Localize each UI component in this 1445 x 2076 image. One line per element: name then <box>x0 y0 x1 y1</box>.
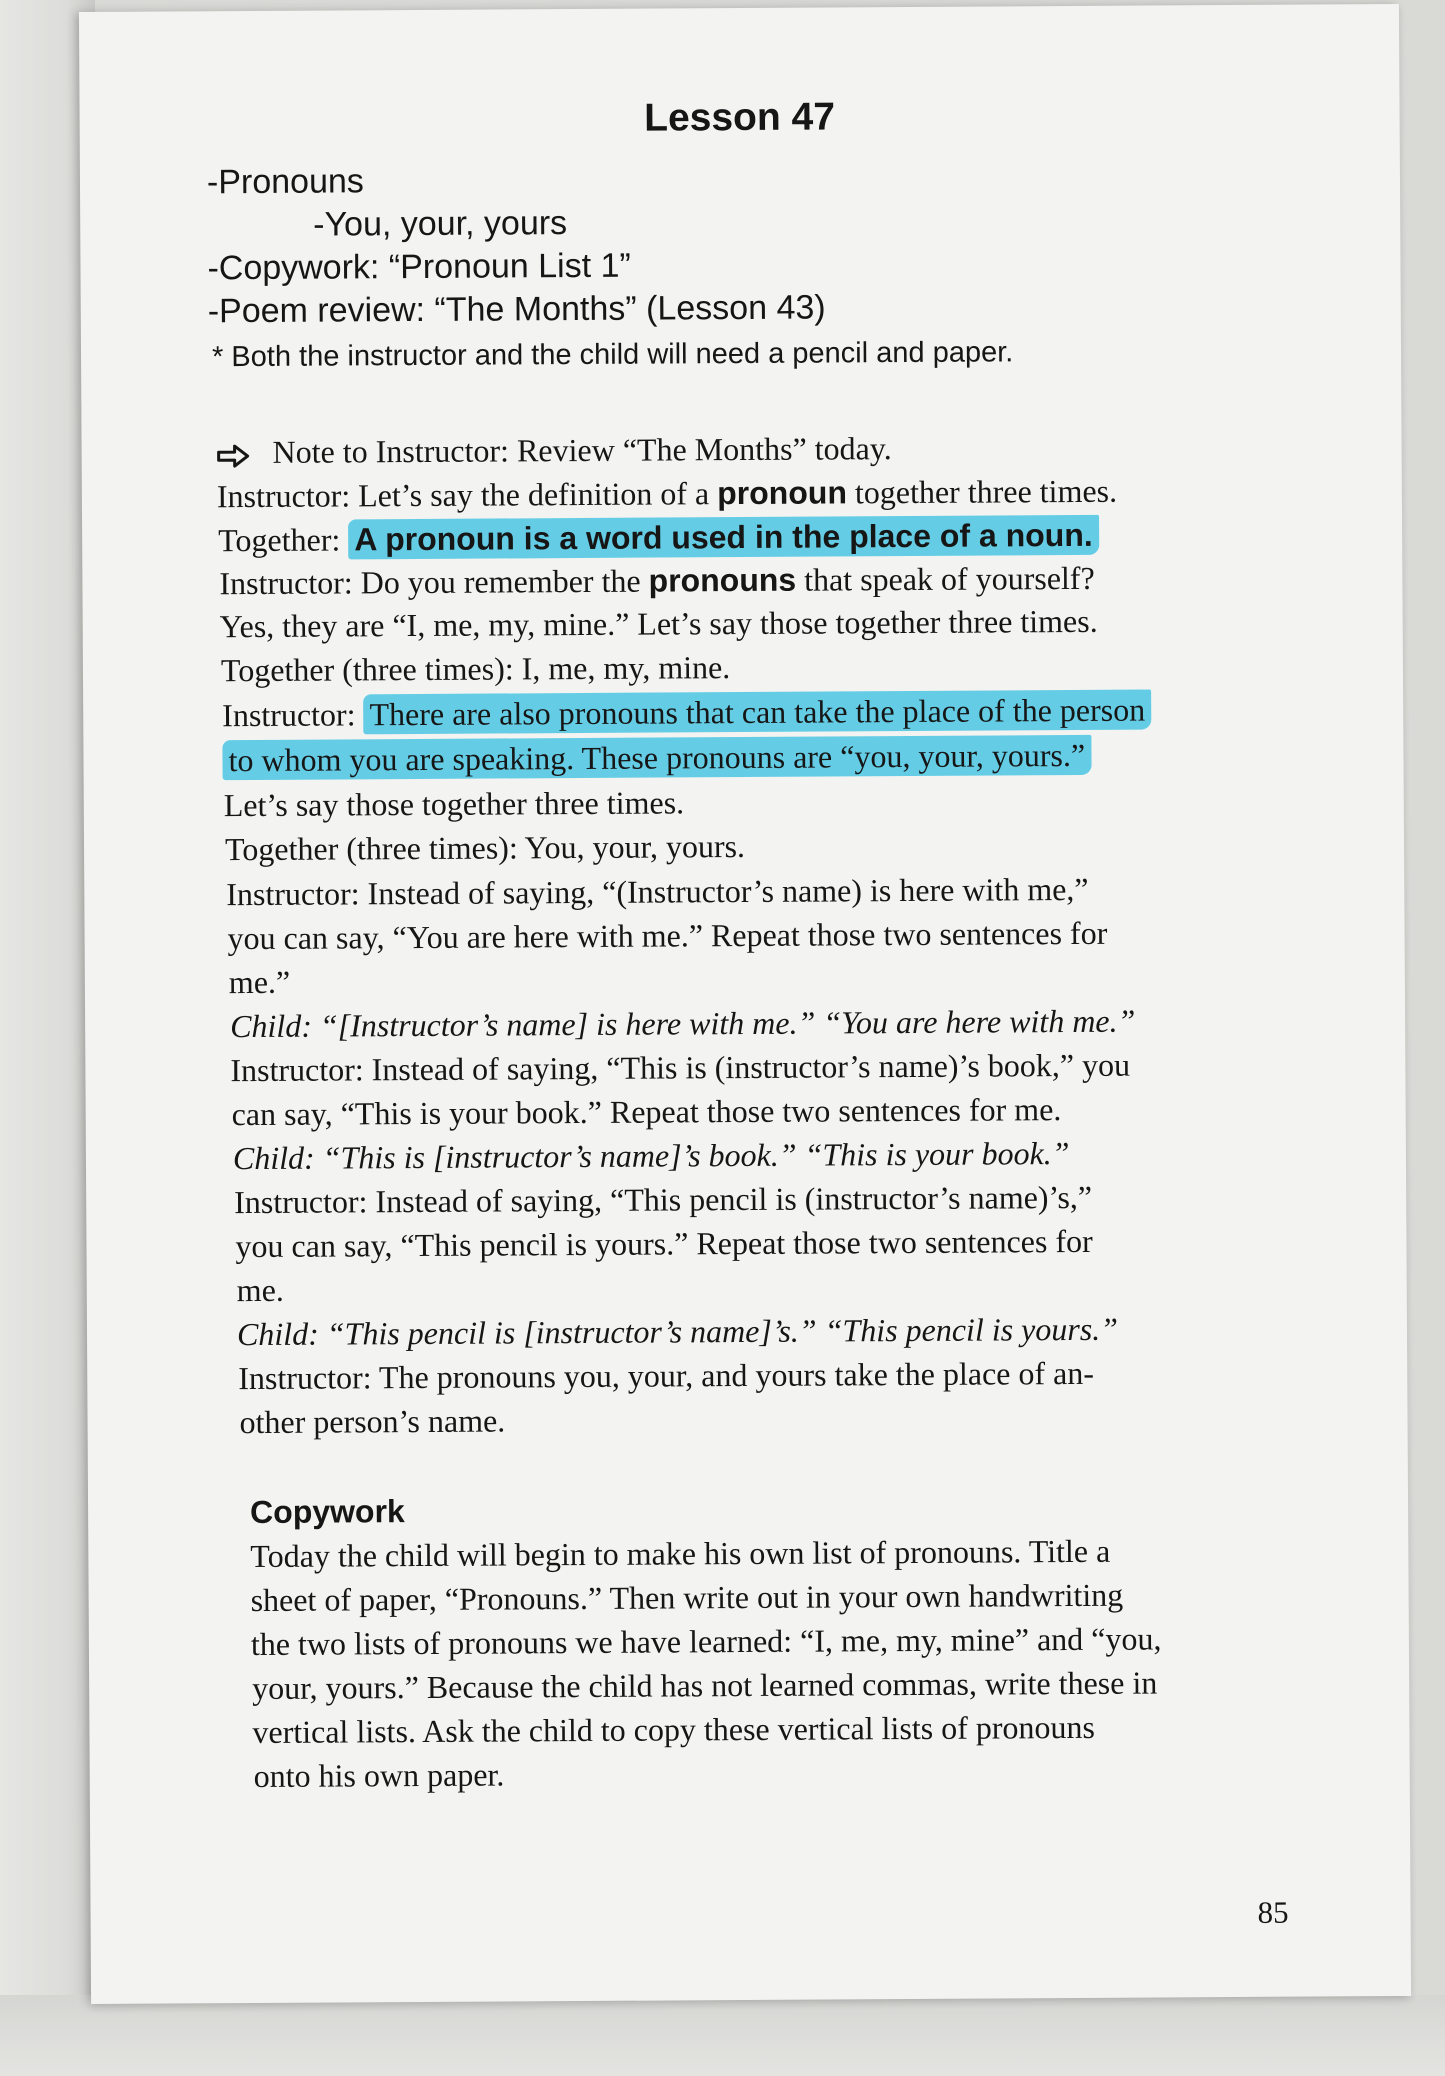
dialogue-line: can say, “This is your book.” Repeat those two sentences for me. <box>231 1091 1062 1133</box>
copywork-line: the two lists of pronouns we have learned: “I, me, my, mine” and “you, <box>250 1620 1162 1663</box>
objective-item: -Pronouns <box>206 162 364 202</box>
term-pronoun: pronoun <box>717 474 848 512</box>
term-pronouns: pronouns <box>648 561 797 599</box>
highlighted-passage: There are also pronouns that can take the place of the person <box>363 690 1151 735</box>
dialogue-line: me.” <box>228 963 291 1001</box>
supply-note: * Both the instructor and the child will need a pencil and paper. <box>211 336 1014 374</box>
dialogue-line: Instructor: Do you remember the pronouns that speak of yourself? <box>219 559 1095 602</box>
copywork-line: sheet of paper, “Pronouns.” Then write out in your own handwriting <box>250 1576 1124 1619</box>
dialogue-line: Instructor: Instead of saying, “This pencil is (instructor’s name)’s,” <box>234 1178 1093 1221</box>
objective-item: -Poem review: “The Months” (Lesson 43) <box>207 288 826 331</box>
dialogue-line: Let’s say those together three times. <box>223 784 685 824</box>
objective-item: -Copywork: “Pronoun List 1” <box>207 246 631 288</box>
highlighted-definition: A pronoun is a word used in the place of a noun. <box>348 515 1099 560</box>
note-to-instructor <box>217 430 892 471</box>
copywork-heading: Copywork <box>249 1493 405 1531</box>
dialogue-line: Together: A pronoun is a word used in the place of a noun. <box>218 517 1099 559</box>
dialogue-line: Instructor: Let’s say the definition of a pronoun together three times. <box>216 472 1118 515</box>
child-response: Child: “[Instructor’s name] is here with me.” “You are here with me.” <box>230 1002 1136 1045</box>
dialogue-line: Instructor: Instead of saying, “This is (instructor’s name)’s book,” you <box>230 1046 1131 1089</box>
dialogue-line: me. <box>236 1271 284 1309</box>
copywork-line: Today the child will begin to make his own list of pronouns. Title a <box>250 1532 1111 1575</box>
dialogue-line <box>222 737 1091 779</box>
copywork-line: vertical lists. Ask the child to copy these vertical lists of pronouns <box>252 1708 1096 1751</box>
lesson-title: Lesson 47 <box>644 95 836 140</box>
note-text: Note to Instructor: Review “The Months” today. <box>272 430 892 470</box>
child-response: Child: “This pencil is [instructor’s name]’s.” “This pencil is yours.” <box>236 1310 1119 1353</box>
copywork-line: your, yours.” Because the child has not learned commas, write these in <box>252 1664 1158 1707</box>
dialogue-line: Together (three times): I, me, my, mine. <box>220 649 731 689</box>
dialogue-line: Instructor: There are also pronouns that can take the place of the person <box>222 692 1151 735</box>
book-page <box>79 4 1411 2004</box>
dialogue-line: other person’s name. <box>239 1402 506 1441</box>
child-response: Child: “This is [instructor’s name]’s book.” “This is your book.” <box>232 1135 1070 1177</box>
dialogue-line: you can say, “You are here with me.” Repeat those two sentences for <box>227 914 1108 957</box>
dialogue-line: Together (three times): You, your, yours. <box>224 827 746 868</box>
dialogue-line: Instructor: Instead of saying, “(Instructor’s name) is here with me,” <box>226 870 1089 913</box>
copywork-line: onto his own paper. <box>253 1756 505 1795</box>
page-number: 85 <box>1257 1894 1289 1930</box>
highlighted-passage: to whom you are speaking. These pronouns are “you, your, yours.” <box>222 735 1091 780</box>
right-arrow-icon <box>217 443 253 469</box>
table-surface <box>0 1995 1445 2076</box>
objective-item: -You, your, yours <box>313 204 568 244</box>
dialogue-line: Yes, they are “I, me, my, mine.” Let’s say those together three times. <box>219 602 1098 645</box>
dialogue-line: you can say, “This pencil is yours.” Repeat those two sentences for <box>235 1222 1093 1265</box>
dialogue-line: Instructor: The pronouns you, your, and yours take the place of an- <box>238 1354 1095 1397</box>
